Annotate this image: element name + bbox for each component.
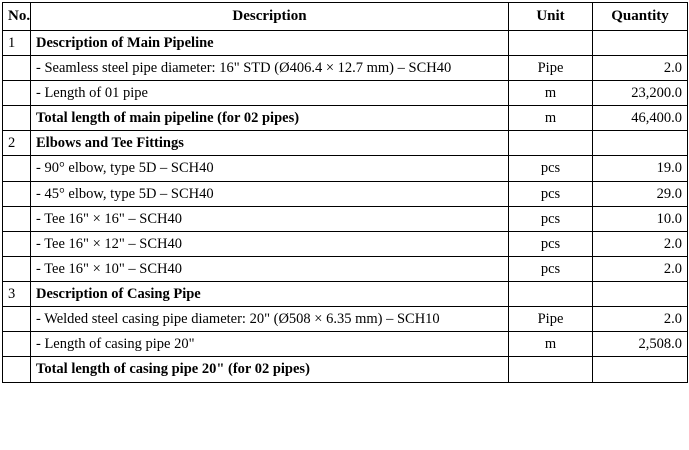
table-row	[3, 206, 688, 231]
bill-of-quantities-table	[2, 2, 688, 383]
cell-unit	[509, 282, 593, 307]
cell-quantity	[593, 30, 688, 55]
cell-quantity	[593, 282, 688, 307]
table-row	[3, 156, 688, 181]
cell-description: Elbows and Tee Fittings	[31, 131, 509, 156]
table-row	[3, 307, 688, 332]
cell-quantity: 23,200.0	[593, 81, 688, 106]
cell-description: - Tee 16" × 16" – SCH40	[31, 206, 509, 231]
table-row	[3, 131, 688, 156]
cell-unit: m	[509, 81, 593, 106]
table-header	[3, 3, 688, 31]
cell-unit: Pipe	[509, 55, 593, 80]
cell-no: 3	[3, 282, 31, 307]
cell-quantity: 2.0	[593, 231, 688, 256]
cell-unit	[509, 131, 593, 156]
cell-description: - Tee 16" × 12" – SCH40	[31, 231, 509, 256]
table-row	[3, 256, 688, 281]
table-row	[3, 181, 688, 206]
cell-no	[3, 357, 31, 382]
table-row	[3, 357, 688, 382]
cell-no	[3, 307, 31, 332]
cell-quantity: 2.0	[593, 55, 688, 80]
column-header-quantity: Quantity	[593, 3, 688, 31]
table-row	[3, 55, 688, 80]
column-header-description: Description	[31, 3, 509, 31]
cell-quantity	[593, 131, 688, 156]
cell-quantity: 10.0	[593, 206, 688, 231]
cell-description: Description of Main Pipeline	[31, 30, 509, 55]
cell-unit: pcs	[509, 206, 593, 231]
cell-quantity: 2.0	[593, 256, 688, 281]
table-header-row	[3, 3, 688, 31]
cell-no: 2	[3, 131, 31, 156]
cell-unit	[509, 30, 593, 55]
cell-quantity: 2,508.0	[593, 332, 688, 357]
cell-no: 1	[3, 30, 31, 55]
cell-unit: pcs	[509, 181, 593, 206]
cell-description: Description of Casing Pipe	[31, 282, 509, 307]
cell-description: Total length of main pipeline (for 02 pipes)	[31, 106, 509, 131]
table-row	[3, 282, 688, 307]
cell-unit: m	[509, 106, 593, 131]
table-row	[3, 30, 688, 55]
cell-no	[3, 55, 31, 80]
table-row	[3, 106, 688, 131]
cell-description: - Length of casing pipe 20"	[31, 332, 509, 357]
cell-quantity	[593, 357, 688, 382]
cell-unit: pcs	[509, 231, 593, 256]
cell-description: - 90° elbow, type 5D – SCH40	[31, 156, 509, 181]
cell-no	[3, 106, 31, 131]
column-header-no: No.	[3, 3, 31, 31]
cell-no	[3, 81, 31, 106]
cell-quantity: 2.0	[593, 307, 688, 332]
table-row	[3, 332, 688, 357]
cell-description: Total length of casing pipe 20" (for 02 pipes)	[31, 357, 509, 382]
cell-unit: m	[509, 332, 593, 357]
cell-unit: pcs	[509, 256, 593, 281]
cell-no	[3, 256, 31, 281]
cell-no	[3, 206, 31, 231]
cell-unit: Pipe	[509, 307, 593, 332]
cell-description: - Length of 01 pipe	[31, 81, 509, 106]
cell-description: - Seamless steel pipe diameter: 16" STD (Ø406.4 × 12.7 mm) – SCH40	[31, 55, 509, 80]
cell-description: - Tee 16" × 10" – SCH40	[31, 256, 509, 281]
cell-unit: pcs	[509, 156, 593, 181]
cell-description: - 45° elbow, type 5D – SCH40	[31, 181, 509, 206]
cell-no	[3, 332, 31, 357]
table-body	[3, 30, 688, 382]
cell-no	[3, 231, 31, 256]
cell-no	[3, 156, 31, 181]
cell-quantity: 46,400.0	[593, 106, 688, 131]
cell-quantity: 29.0	[593, 181, 688, 206]
cell-quantity: 19.0	[593, 156, 688, 181]
cell-description: - Welded steel casing pipe diameter: 20" (Ø508 × 6.35 mm) – SCH10	[31, 307, 509, 332]
cell-unit	[509, 357, 593, 382]
table-row	[3, 81, 688, 106]
column-header-unit: Unit	[509, 3, 593, 31]
table-row	[3, 231, 688, 256]
cell-no	[3, 181, 31, 206]
